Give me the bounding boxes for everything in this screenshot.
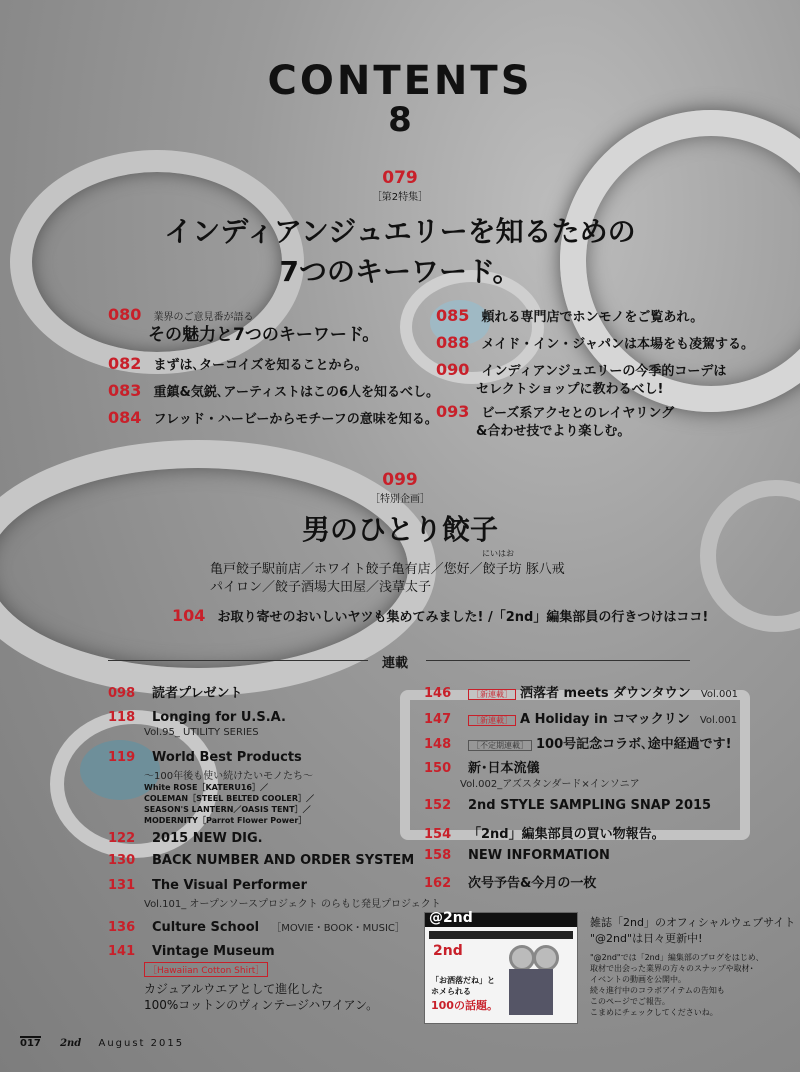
page-number: 085 — [436, 306, 470, 325]
item-sub: Vol.95_ UTILITY SERIES — [144, 727, 259, 738]
serial-item[interactable] — [424, 798, 711, 813]
page-number: 130 — [108, 853, 136, 868]
feature-title-line1: インディアンジュエリーを知るための — [164, 215, 636, 248]
item-title: 頼れる専門店でホンモノをご覧あれ。 — [481, 310, 704, 325]
page-number: 141 — [108, 944, 136, 959]
page-number: 098 — [108, 686, 136, 701]
item-title: 100号記念コラボ､途中経過です! — [536, 737, 732, 752]
people-photo — [509, 969, 553, 1015]
serial-item[interactable] — [108, 878, 307, 893]
item-title: インディアンジュエリーの今季的コーデは — [481, 364, 727, 379]
feature-item[interactable] — [108, 408, 438, 427]
item-title-line2: &合わせ技でより楽しむ。 — [476, 424, 631, 439]
web-body-line: 取材で出会った業界の方々のスナップや取材･ — [590, 964, 754, 973]
feature-item[interactable] — [108, 381, 439, 400]
item-title: 洒落者 meets ダウンタウン — [520, 686, 691, 701]
item-title: NEW INFORMATION — [468, 848, 610, 863]
serial-item[interactable] — [424, 682, 738, 701]
item-title: BACK NUMBER AND ORDER SYSTEM — [152, 853, 415, 868]
page-number: 088 — [436, 333, 470, 352]
ruby-text: にいはお — [482, 549, 514, 558]
feature-label: ［第2特集］ — [371, 192, 429, 203]
feature-item[interactable] — [108, 354, 368, 373]
page-number: 080 — [108, 305, 142, 324]
contents-title: CONTENTS — [267, 58, 533, 104]
thumb-logo: 2nd — [433, 943, 463, 959]
item-title: A Holiday in コマックリン — [520, 712, 690, 727]
special-extra[interactable] — [172, 606, 708, 625]
page-number: 084 — [108, 408, 142, 427]
item-tag: ［Hawaiian Cotton Shirt］ — [144, 962, 268, 977]
person-icon — [509, 945, 535, 971]
serial-item[interactable] — [108, 831, 263, 846]
page-number: 146 — [424, 686, 452, 701]
item-line: 100%コットンのヴィンテージハワイアン。 — [144, 998, 379, 1012]
item-vol: Vol.001 — [700, 689, 739, 700]
item-title: まずは､ターコイズを知ることから。 — [153, 358, 368, 373]
item-title: ビーズ系アクセとのレイヤリング — [481, 406, 675, 421]
item-title: World Best Products — [152, 750, 302, 765]
web-body-line: このページでご報告。 — [590, 997, 670, 1006]
product-line: White ROSE［KATERU16］／ — [144, 783, 268, 792]
feature-title-line2: 7つのキーワード。 — [279, 255, 521, 288]
item-title-line2: セレクトショップに教わるべし! — [476, 382, 664, 397]
page-number: 152 — [424, 798, 452, 813]
issue-number: 8 — [388, 100, 412, 140]
item-tag: ［不定期連載］ — [468, 740, 532, 751]
special-line2: パイロン／餃子酒場大田屋／浅草太子 — [210, 580, 432, 595]
page-number: 082 — [108, 354, 142, 373]
item-sub: 業界のご意見番が語る — [153, 312, 254, 323]
person-icon — [533, 945, 559, 971]
item-vol: Vol.001 — [699, 715, 738, 726]
page-number: 148 — [424, 737, 452, 752]
special-line1: 亀戸餃子駅前店／ホワイト餃子亀有店／您好／餃子坊 豚八戒 — [210, 562, 565, 577]
feature-item[interactable] — [436, 402, 674, 421]
serial-item[interactable] — [424, 757, 540, 776]
item-title: 「2nd」編集部員の買い物報告。 — [468, 827, 665, 842]
special-label: ［特別企画］ — [370, 494, 430, 505]
feature-item[interactable] — [436, 333, 754, 352]
item-title: Vintage Museum — [152, 944, 275, 959]
item-title: お取り寄せのおいしいヤツも集めてみました! /「2nd」編集部員の行きつけはココ! — [217, 610, 709, 625]
page-number: 118 — [108, 710, 136, 725]
serial-item[interactable] — [424, 872, 596, 891]
web-thumbnail[interactable] — [424, 912, 578, 1024]
item-line: カジュアルウエアとして進化した — [144, 982, 324, 996]
web-body-line: 続々進行中のコラボアイテムの告知も — [590, 986, 725, 995]
serial-item[interactable] — [108, 682, 242, 701]
page-number: 158 — [424, 848, 452, 863]
serial-item[interactable] — [108, 944, 275, 959]
item-title: 2015 NEW DIG. — [152, 831, 263, 846]
page-number: 093 — [436, 402, 470, 421]
page-number: 083 — [108, 381, 142, 400]
web-body-line: "@2nd"では「2nd」編集部のブログをはじめ､ — [590, 953, 760, 962]
serial-heading: 連載 — [382, 656, 409, 671]
page-number: 104 — [172, 606, 206, 625]
web-body-line: こまめにチェックしてくださいね。 — [590, 1008, 718, 1017]
item-title: 重鎮&気鋭､アーティストはこの6人を知るべし。 — [153, 385, 439, 400]
special-number: 099 — [382, 470, 418, 490]
item-tag: ［新連載］ — [468, 715, 516, 726]
item-tag: ［新連載］ — [468, 689, 516, 700]
product-line: SEASON'S LANTERN／OASIS TENT］／ — [144, 805, 311, 814]
thumb-caption-2: ホメられる — [431, 987, 471, 996]
item-title: メイド・イン・ジャパンは本場をも凌駕する。 — [481, 337, 755, 352]
footer — [20, 1038, 184, 1049]
serial-item[interactable] — [108, 919, 405, 935]
divider — [108, 660, 368, 661]
web-body-line: イベントの動画を公開中。 — [590, 975, 686, 984]
page-number: 154 — [424, 827, 452, 842]
product-line: MODERNITY［Parrot Flower Power］ — [144, 816, 307, 825]
footer-page: 017 — [20, 1038, 41, 1049]
page-number: 090 — [436, 360, 470, 379]
feature-number: 079 — [382, 168, 418, 188]
serial-item[interactable] — [424, 823, 665, 842]
feature-item[interactable] — [436, 306, 703, 325]
page-number: 136 — [108, 920, 136, 935]
web-headline-2: "@2nd"は日々更新中! — [590, 932, 703, 945]
divider — [426, 660, 690, 661]
item-sub: ［MOVIE・BOOK・MUSIC］ — [271, 923, 405, 934]
thumb-caption-1: 「お洒落だね」と — [431, 976, 495, 985]
page-number: 147 — [424, 712, 452, 727]
product-line: COLEMAN［STEEL BELTED COOLER］／ — [144, 794, 314, 803]
serial-item[interactable] — [108, 710, 286, 725]
page-number: 131 — [108, 878, 136, 893]
thumb-caption-3: 100の話題。 — [431, 999, 498, 1012]
feature-item[interactable] — [436, 360, 726, 379]
item-title: The Visual Performer — [152, 878, 308, 893]
web-headline-1: 雑誌「2nd」のオフィシャルウェブサイト — [590, 916, 796, 929]
special-title: 男のひとり餃子 — [301, 513, 498, 546]
footer-date: August 2015 — [98, 1038, 185, 1049]
serial-item[interactable] — [108, 853, 414, 868]
item-sub: Vol.002_アズスタンダード×インソニア — [460, 779, 640, 790]
serial-item[interactable] — [424, 708, 737, 727]
item-title: 読者プレゼント — [152, 686, 243, 701]
item-sub: Vol.101_ オープンソースプロジェクト のらもじ発見プロジェクト — [144, 899, 441, 910]
page-number: 162 — [424, 876, 452, 891]
page-number: 119 — [108, 750, 136, 765]
serial-item[interactable] — [424, 848, 610, 863]
web-logo: @2nd — [429, 910, 473, 926]
item-title: Longing for U.S.A. — [152, 710, 286, 725]
footer-mag: 2nd — [60, 1038, 82, 1049]
serial-item[interactable] — [424, 733, 732, 752]
page-number: 122 — [108, 831, 136, 846]
item-title: Culture School — [152, 920, 260, 935]
item-title: その魅力と7つのキーワード。 — [148, 325, 380, 345]
serial-item[interactable] — [108, 750, 302, 765]
page-number: 150 — [424, 761, 452, 776]
item-title: フレッド・ハービーからモチーフの意味を知る。 — [153, 412, 438, 427]
item-title: 2nd STYLE SAMPLING SNAP 2015 — [468, 798, 712, 813]
thumb-nav — [429, 931, 573, 939]
item-sub: 〜100年後も使い続けたいモノたち〜 — [144, 771, 313, 782]
item-title: 新･日本流儀 — [468, 761, 540, 776]
item-title: 次号予告&今月の一枚 — [468, 876, 597, 891]
